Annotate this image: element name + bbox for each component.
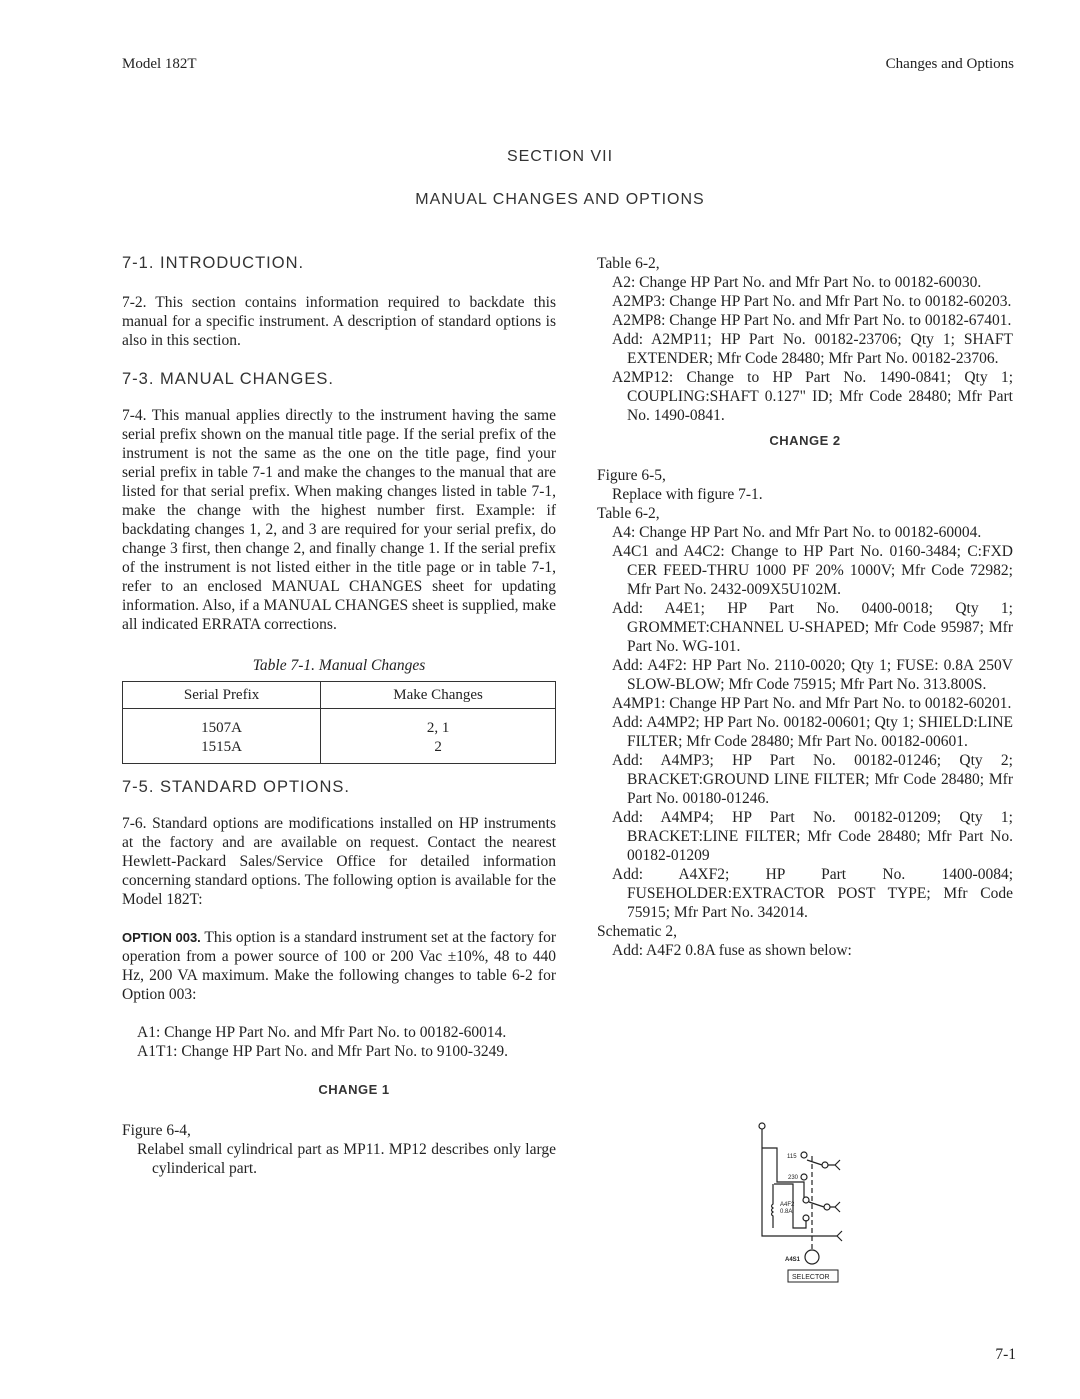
- label-115: 115: [787, 1154, 797, 1160]
- list-item: A2MP8: Change HP Part No. and Mfr Part No. to 00182-67401.: [612, 312, 1012, 329]
- list-lead: Figure 6-5,: [597, 467, 666, 484]
- manual-changes-table: [122, 681, 556, 764]
- list-item: Relabel small cylindrical part as MP11. MP12 describes only large cylinderical part.: [137, 1141, 556, 1177]
- left-column: [122, 254, 556, 1178]
- list-item: A1: Change HP Part No. and Mfr Part No. to 00182-60014.: [137, 1024, 507, 1041]
- list-item: A4MP1: Change HP Part No. and Mfr Part No. to 00182-60201.: [612, 695, 1012, 712]
- change-2-heading: CHANGE 2: [769, 433, 841, 448]
- heading-manual-changes: 7-3. MANUAL CHANGES.: [122, 370, 334, 388]
- table-cell: 2, 1: [321, 709, 556, 739]
- paragraph-7-6: 7-6. Standard options are modifications installed on HP instruments at the factory and are available on request. Contact the nearest Hewlett-Packard Sales/Service Office for detailed information concerning standard options. The following option is available for the Model 182T:: [122, 815, 556, 908]
- table-cell: 1507A: [123, 709, 321, 739]
- list-lead: Figure 6-4,: [122, 1122, 191, 1139]
- list-item: Add: A4MP3; HP Part No. 00182-01246; Qty 2; BRACKET:GROUND LINE FILTER; Mfr Code 28480; Mfr Part No. 00180-01246.: [612, 752, 1013, 807]
- fuse-selector-schematic: [740, 1120, 900, 1320]
- list-item: Add: A2MP11; HP Part No. 00182-23706; Qty 1; SHAFT EXTENDER; Mfr Code 28480; Mfr Part No. 00182-23706.: [612, 331, 1013, 367]
- list-item: A1T1: Change HP Part No. and Mfr Part No. to 9100-3249.: [137, 1043, 508, 1060]
- list-item: Add: A4F2 0.8A fuse as shown below:: [612, 942, 852, 959]
- page-number: 7-1: [995, 1346, 1016, 1363]
- running-header-model: Model 182T: [122, 56, 197, 72]
- table-row: [123, 738, 556, 764]
- list-lead: Table 6-2,: [597, 505, 660, 522]
- heading-introduction: 7-1. INTRODUCTION.: [122, 254, 305, 272]
- list-item: Add: A4MP4; HP Part No. 00182-01209; Qty 1; BRACKET:LINE FILTER; Mfr Code 28480; Mfr Part No. 00182-01209: [612, 809, 1013, 864]
- right-column: [597, 254, 1013, 960]
- paragraph-7-4: 7-4. This manual applies directly to the instrument having the same serial prefix shown on the manual title page. If the serial prefix of the instrument is not the same as the one on the title page, find your serial prefix in table 7-1 and make the changes to the manual that are listed for that serial prefix. When making changes listed in table 7-1, make the change with the highest number first. Example: if backdating changes 1, 2, and 3 are required for your serial prefix, do change 3 first, then change 2, and finally change 1. If the serial prefix of the instrument is not listed either in the title page or in table 7-1, refer to an enclosed MANUAL CHANGES sheet for updating information. Also, if a MANUAL CHANGES sheet is supplied, make all indicated ERRATA corrections.: [122, 407, 556, 633]
- table-row: [123, 709, 556, 739]
- list-item: Add: A4XF2; HP Part No. 1400-0084; FUSEHOLDER:EXTRACTOR POST TYPE; Mfr Code 75915; Mfr Part No. 342014.: [612, 866, 1013, 921]
- list-item: Add: A4E1; HP Part No. 0400-0018; Qty 1; GROMMET:CHANNEL U-SHAPED; Mfr Code 95987; Mfr Part No. WG-101.: [612, 600, 1013, 655]
- list-item: A2: Change HP Part No. and Mfr Part No. to 00182-60030.: [612, 274, 982, 291]
- paragraph-option-003: [122, 928, 556, 1004]
- list-item: A4: Change HP Part No. and Mfr Part No. to 00182-60004.: [612, 524, 982, 541]
- list-item: Replace with figure 7-1.: [612, 486, 763, 503]
- list-item: Add: A4F2: HP Part No. 2110-0020; Qty 1; FUSE: 0.8A 250V SLOW-BLOW; Mfr Code 75915; Mfr Part No. 313.800S.: [612, 657, 1013, 693]
- list-lead: Schematic 2,: [597, 923, 678, 940]
- label-fuse: A4F2: [780, 1202, 795, 1208]
- change-1-heading: CHANGE 1: [318, 1082, 390, 1097]
- column-header: Serial Prefix: [123, 682, 321, 709]
- running-header-section: Changes and Options: [885, 56, 1014, 72]
- label-230: 230: [788, 1175, 799, 1181]
- label-rating: 0.8A: [780, 1209, 793, 1215]
- label-switch: A4S1: [785, 1257, 801, 1263]
- option-text: This option is a standard instrument set at the factory for operation from a power source of 100 or 200 Vac ±10%, 48 to 440 Hz, 200 VA maximum. Make the following changes to table 6-2 for Option 003:: [122, 929, 557, 1003]
- table-cell: 2: [321, 738, 556, 764]
- heading-standard-options: 7-5. STANDARD OPTIONS.: [122, 778, 350, 796]
- list-item: Add: A4MP2; HP Part No. 00182-00601; Qty 1; SHIELD:LINE FILTER; Mfr Code 28480; Mfr Part No. 00182-00601.: [612, 714, 1013, 750]
- list-item: A2MP3: Change HP Part No. and Mfr Part No. to 00182-60203.: [612, 293, 1012, 310]
- list-item: A2MP12: Change to HP Part No. 1490-0841; Qty 1; COUPLING:SHAFT 0.127" ID; Mfr Code 28480; Mfr Part No. 1490-0841.: [612, 369, 1013, 424]
- list-lead: Table 6-2,: [597, 255, 660, 272]
- section-number: SECTION VII: [506, 148, 614, 165]
- table-caption: Table 7-1. Manual Changes: [252, 657, 426, 674]
- list-item: A4C1 and A4C2: Change to HP Part No. 0160-3484; C:FXD CER FEED-THRU 1000 PF 20% 1000V; Mfr Code 72982; Mfr Part No. 2432-009X5U102M.: [612, 543, 1013, 598]
- paragraph-7-2: 7-2. This section contains information required to backdate this manual for a specific instrument. A description of standard options is also in this section.: [122, 294, 556, 349]
- option-label: OPTION 003.: [122, 930, 201, 945]
- section-title: MANUAL CHANGES AND OPTIONS: [415, 191, 705, 208]
- table-cell: 1515A: [123, 738, 321, 764]
- column-header: Make Changes: [321, 682, 556, 709]
- label-selector: SELECTOR: [792, 1274, 830, 1281]
